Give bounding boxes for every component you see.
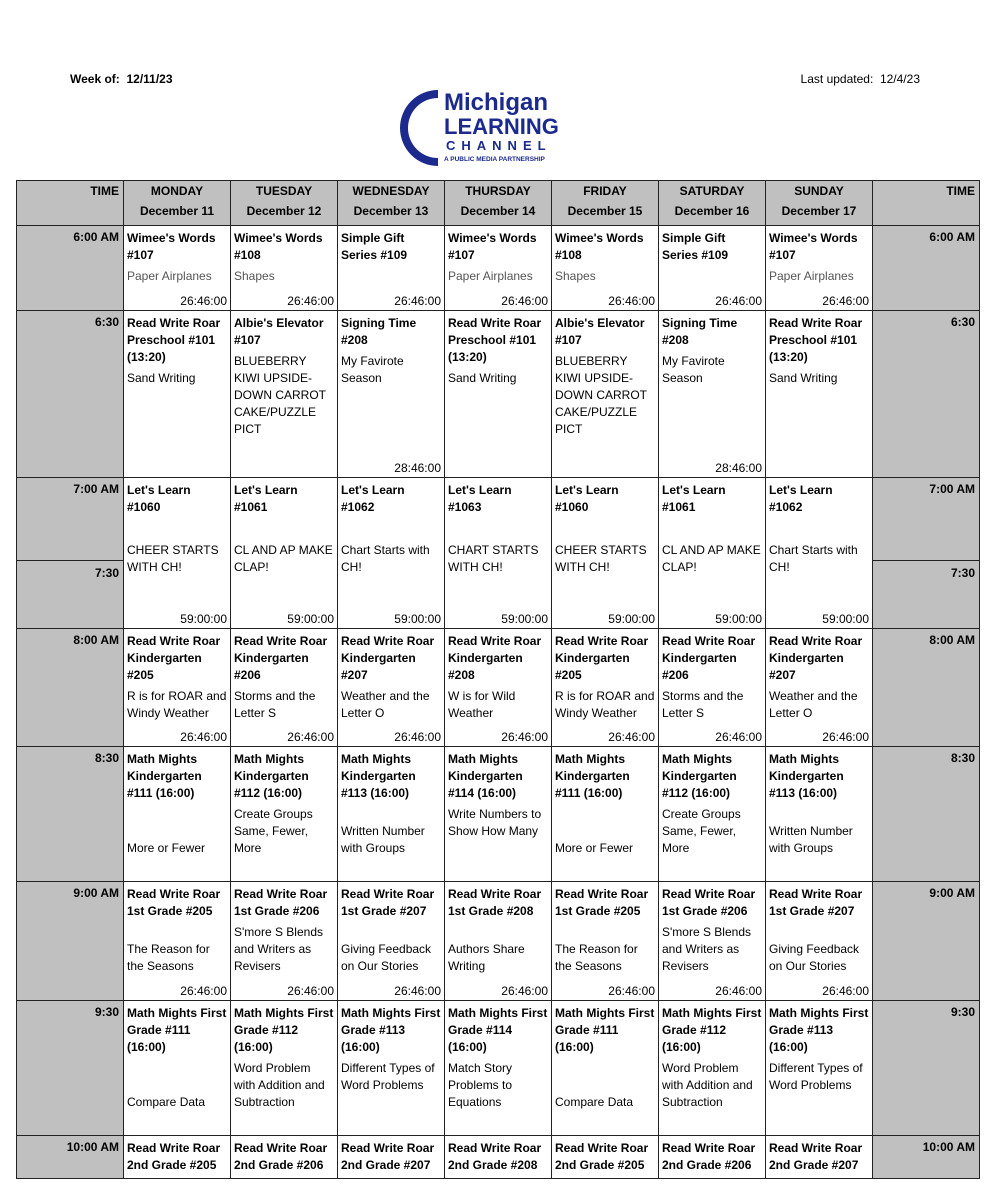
program-cell: [659, 226, 766, 311]
half-hour-divider: [17, 560, 123, 561]
program-cell: [445, 1001, 552, 1136]
time-slot-right: [873, 226, 980, 311]
day-date: December 16: [674, 204, 750, 218]
episode-title: Paper Airplanes: [448, 269, 533, 283]
program-cell: [659, 311, 766, 478]
duration: 26:46:00: [822, 984, 869, 998]
program-cell: [445, 311, 552, 478]
episode-title: Sand Writing: [448, 371, 517, 385]
schedule-row: [17, 478, 980, 629]
program-cell: [231, 1136, 338, 1179]
week-of-label: Week of:: [70, 72, 120, 86]
time-label: 7:00 AM: [73, 482, 119, 496]
program-title: Signing Time #208: [341, 316, 417, 347]
time-label: 10:00 AM: [922, 1140, 975, 1154]
day-name: WEDNESDAY: [352, 184, 430, 198]
episode-title: Write Numbers to Show How Many: [448, 807, 542, 838]
program-cell: [124, 1001, 231, 1136]
program-title: Read Write Roar 1st Grade #205: [127, 887, 221, 918]
program-title: Read Write Roar Kindergarten #205: [555, 634, 649, 682]
episode-title: Weather and the Letter O: [769, 689, 858, 720]
time-slot-left: [17, 747, 124, 882]
episode-title: Different Types of Word Problems: [769, 1061, 863, 1092]
program-title: Wimee's Words #107: [769, 231, 858, 262]
program-cell: [766, 1136, 873, 1179]
program-cell: [338, 478, 445, 629]
program-title: Let's Learn #1061: [234, 483, 298, 514]
day-name: THURSDAY: [465, 184, 531, 198]
program-cell: [552, 478, 659, 629]
program-title: Read Write Roar 2nd Grade #208: [448, 1141, 542, 1172]
program-cell: [338, 1136, 445, 1179]
duration: 26:46:00: [715, 730, 762, 744]
episode-title: CHEER STARTS WITH CH!: [127, 543, 219, 574]
time-slot-right: [873, 882, 980, 1001]
program-cell: [766, 629, 873, 747]
program-title: Read Write Roar 1st Grade #207: [769, 887, 863, 918]
program-cell: [231, 478, 338, 629]
episode-title: Word Problem with Addition and Subtraction: [234, 1061, 325, 1109]
program-title: Math Mights First Grade #114 (16:00): [448, 1006, 548, 1054]
episode-title: Match Story Problems to Equations: [448, 1061, 513, 1109]
episode-title: The Reason for the Seasons: [127, 942, 210, 973]
episode-title: R is for ROAR and Windy Weather: [555, 689, 655, 720]
day-name: MONDAY: [150, 184, 204, 198]
time-label: 8:30: [94, 751, 119, 765]
duration: 26:46:00: [715, 984, 762, 998]
episode-title: Paper Airplanes: [127, 269, 212, 283]
time-label: 8:00 AM: [929, 633, 975, 647]
time-label-half: 7:30: [94, 566, 119, 580]
week-of-value: 12/11/23: [126, 72, 173, 86]
episode-title: Different Types of Word Problems: [341, 1061, 435, 1092]
duration: 26:46:00: [287, 294, 334, 308]
time-header-right: [873, 181, 980, 226]
episode-title: CL AND AP MAKE CLAP!: [234, 543, 333, 574]
day-date: December 15: [567, 204, 643, 218]
program-cell: [338, 747, 445, 882]
duration: 59:00:00: [501, 612, 548, 626]
program-title: Read Write Roar 1st Grade #205: [555, 887, 649, 918]
time-label: 6:30: [94, 315, 119, 329]
program-title: Albie's Elevator #107: [555, 316, 645, 347]
program-title: Read Write Roar Preschool #101 (13:20): [769, 316, 863, 364]
program-title: Read Write Roar 2nd Grade #207: [769, 1141, 863, 1172]
episode-title: Word Problem with Addition and Subtraction: [662, 1061, 753, 1109]
day-date: December 17: [781, 204, 857, 218]
program-cell: [231, 882, 338, 1001]
program-title: Read Write Roar 1st Grade #206: [662, 887, 756, 918]
program-title: Math Mights First Grade #113 (16:00): [341, 1006, 441, 1054]
program-title: Math Mights First Grade #113 (16:00): [769, 1006, 869, 1054]
program-title: Read Write Roar 2nd Grade #207: [341, 1141, 435, 1172]
program-title: Math Mights First Grade #112 (16:00): [662, 1006, 762, 1054]
duration: 59:00:00: [394, 612, 441, 626]
program-cell: [766, 1001, 873, 1136]
schedule-row: [17, 747, 980, 882]
time-slot-right: [873, 311, 980, 478]
duration: 26:46:00: [501, 984, 548, 998]
duration: 26:46:00: [287, 984, 334, 998]
day-name: SUNDAY: [794, 184, 844, 198]
duration: 26:46:00: [608, 984, 655, 998]
program-title: Let's Learn #1063: [448, 483, 512, 514]
day-header-thursday: [445, 181, 552, 226]
program-title: Math Mights First Grade #111 (16:00): [127, 1006, 227, 1054]
episode-title: Written Number with Groups: [341, 824, 425, 855]
logo-line3: CHANNEL: [446, 138, 552, 153]
program-cell: [445, 747, 552, 882]
program-cell: [659, 1136, 766, 1179]
program-cell: [231, 1001, 338, 1136]
program-title: Read Write Roar 2nd Grade #206: [234, 1141, 328, 1172]
program-cell: [231, 311, 338, 478]
program-cell: [231, 629, 338, 747]
episode-title: Giving Feedback on Our Stories: [769, 942, 860, 973]
episode-title: Written Number with Groups: [769, 824, 853, 855]
day-name: SATURDAY: [679, 184, 745, 198]
episode-title: CL AND AP MAKE CLAP!: [662, 543, 761, 574]
schedule-row: [17, 1001, 980, 1136]
episode-title: More or Fewer: [555, 841, 634, 855]
program-title: Let's Learn #1062: [769, 483, 833, 514]
time-slot-left: [17, 226, 124, 311]
program-title: Let's Learn #1060: [555, 483, 619, 514]
time-header-label: TIME: [90, 184, 119, 198]
time-label: 9:00 AM: [73, 886, 119, 900]
program-cell: [231, 747, 338, 882]
duration: 26:46:00: [394, 294, 441, 308]
program-cell: [659, 747, 766, 882]
program-title: Math Mights Kindergarten #113 (16:00): [341, 752, 416, 800]
episode-title: Paper Airplanes: [769, 269, 854, 283]
duration: 26:46:00: [501, 294, 548, 308]
time-slot-left: [17, 478, 124, 629]
last-updated-label: Last updated:: [800, 72, 874, 86]
time-slot-right: [873, 629, 980, 747]
program-cell: [338, 311, 445, 478]
program-title: Albie's Elevator #107: [234, 316, 324, 347]
time-slot-left: [17, 311, 124, 478]
time-label: 8:00 AM: [73, 633, 119, 647]
episode-title: Chart Starts with CH!: [769, 543, 858, 574]
program-cell: [659, 629, 766, 747]
program-cell: [552, 226, 659, 311]
episode-title: Authors Share Writing: [448, 942, 525, 973]
day-date: December 11: [139, 204, 215, 218]
program-title: Wimee's Words #107: [127, 231, 216, 262]
episode-title: S'more S Blends and Writers as Revisers: [662, 925, 751, 973]
program-cell: [766, 226, 873, 311]
episode-title: CHART STARTS WITH CH!: [448, 543, 539, 574]
program-title: Math Mights Kindergarten #114 (16:00): [448, 752, 523, 800]
schedule-row: [17, 629, 980, 747]
duration: 59:00:00: [180, 612, 227, 626]
program-cell: [659, 882, 766, 1001]
program-cell: [552, 1001, 659, 1136]
program-cell: [124, 629, 231, 747]
half-hour-divider: [873, 560, 979, 561]
program-cell: [338, 629, 445, 747]
program-title: Math Mights First Grade #111 (16:00): [555, 1006, 655, 1054]
episode-title: Sand Writing: [127, 371, 196, 385]
program-cell: [659, 478, 766, 629]
episode-title: Storms and the Letter S: [662, 689, 744, 720]
program-title: Read Write Roar 2nd Grade #205: [127, 1141, 221, 1172]
episode-title: Create Groups Same, Fewer, More: [662, 807, 741, 855]
program-title: Let's Learn #1062: [341, 483, 405, 514]
program-cell: [766, 747, 873, 882]
episode-title: Shapes: [555, 269, 596, 283]
duration: 26:46:00: [180, 294, 227, 308]
episode-title: Weather and the Letter O: [341, 689, 430, 720]
duration: 26:46:00: [822, 730, 869, 744]
program-cell: [766, 478, 873, 629]
episode-title: Sand Writing: [769, 371, 838, 385]
time-slot-left: [17, 882, 124, 1001]
program-title: Read Write Roar Kindergarten #206: [234, 634, 328, 682]
day-date: December 13: [353, 204, 429, 218]
schedule-row: [17, 226, 980, 311]
day-header-tuesday: [231, 181, 338, 226]
logo-line2: LEARNING: [444, 114, 559, 139]
program-title: Read Write Roar Kindergarten #206: [662, 634, 756, 682]
day-header-monday: [124, 181, 231, 226]
schedule-table: [16, 180, 980, 1179]
program-cell: [124, 747, 231, 882]
program-title: Read Write Roar 2nd Grade #206: [662, 1141, 756, 1172]
episode-title: My Favirote Season: [662, 354, 725, 385]
day-date: December 12: [246, 204, 322, 218]
program-cell: [338, 882, 445, 1001]
program-title: Read Write Roar 2nd Grade #205: [555, 1141, 649, 1172]
program-title: Signing Time #208: [662, 316, 738, 347]
duration: 26:46:00: [715, 294, 762, 308]
program-cell: [124, 1136, 231, 1179]
day-name: FRIDAY: [583, 184, 627, 198]
program-title: Read Write Roar Kindergarten #207: [341, 634, 435, 682]
time-label-half: 7:30: [950, 566, 975, 580]
program-cell: [338, 226, 445, 311]
program-cell: [445, 629, 552, 747]
last-updated: [801, 72, 920, 86]
time-label: 8:30: [950, 751, 975, 765]
program-cell: [659, 1001, 766, 1136]
duration: 26:46:00: [608, 294, 655, 308]
day-date: December 14: [460, 204, 536, 218]
episode-title: BLUEBERRY KIWI UPSIDE-DOWN CARROT CAKE/PUZZLE PICT: [555, 354, 647, 436]
episode-title: R is for ROAR and Windy Weather: [127, 689, 227, 720]
day-header-wednesday: [338, 181, 445, 226]
logo-line1: Michigan: [444, 89, 549, 116]
episode-title: BLUEBERRY KIWI UPSIDE-DOWN CARROT CAKE/PUZZLE PICT: [234, 354, 326, 436]
michigan-learning-channel-logo: [398, 86, 578, 170]
duration: 59:00:00: [287, 612, 334, 626]
episode-title: Create Groups Same, Fewer, More: [234, 807, 313, 855]
duration: 28:46:00: [715, 461, 762, 475]
program-cell: [445, 1136, 552, 1179]
time-slot-right: [873, 1136, 980, 1179]
episode-title: Shapes: [234, 269, 275, 283]
schedule-row: [17, 311, 980, 478]
schedule-row: [17, 1136, 980, 1179]
program-title: Read Write Roar Kindergarten #205: [127, 634, 221, 682]
program-cell: [124, 478, 231, 629]
time-label: 9:30: [950, 1005, 975, 1019]
episode-title: Compare Data: [127, 1095, 206, 1109]
time-label: 6:30: [950, 315, 975, 329]
program-title: Let's Learn #1061: [662, 483, 726, 514]
header-row: [17, 181, 980, 226]
program-cell: [552, 1136, 659, 1179]
program-title: Math Mights Kindergarten #113 (16:00): [769, 752, 844, 800]
program-title: Simple Gift Series #109: [662, 231, 729, 262]
time-slot-left: [17, 1136, 124, 1179]
program-cell: [552, 747, 659, 882]
episode-title: The Reason for the Seasons: [555, 942, 638, 973]
program-cell: [231, 226, 338, 311]
program-title: Math Mights Kindergarten #111 (16:00): [555, 752, 630, 800]
duration: 26:46:00: [180, 984, 227, 998]
duration: 26:46:00: [501, 730, 548, 744]
program-title: Read Write Roar Kindergarten #208: [448, 634, 542, 682]
last-updated-value: 12/4/23: [879, 72, 920, 86]
time-label: 10:00 AM: [66, 1140, 119, 1154]
program-cell: [552, 629, 659, 747]
duration: 26:46:00: [822, 294, 869, 308]
episode-title: Storms and the Letter S: [234, 689, 316, 720]
program-cell: [124, 882, 231, 1001]
logo-line4: A PUBLIC MEDIA PARTNERSHIP: [444, 156, 545, 163]
program-cell: [124, 226, 231, 311]
episode-title: CHEER STARTS WITH CH!: [555, 543, 647, 574]
time-label: 6:00 AM: [929, 230, 975, 244]
program-title: Wimee's Words #107: [448, 231, 537, 262]
program-title: Wimee's Words #108: [555, 231, 644, 262]
program-cell: [552, 311, 659, 478]
program-cell: [445, 478, 552, 629]
program-title: Math Mights Kindergarten #112 (16:00): [662, 752, 737, 800]
program-title: Math Mights Kindergarten #112 (16:00): [234, 752, 309, 800]
program-title: Read Write Roar 1st Grade #207: [341, 887, 435, 918]
duration: 26:46:00: [287, 730, 334, 744]
day-header-saturday: [659, 181, 766, 226]
time-label: 9:30: [94, 1005, 119, 1019]
time-label: 7:00 AM: [929, 482, 975, 496]
day-header-sunday: [766, 181, 873, 226]
duration: 26:46:00: [394, 984, 441, 998]
program-cell: [766, 311, 873, 478]
time-slot-right: [873, 1001, 980, 1136]
week-of: [70, 72, 173, 86]
program-title: Read Write Roar Preschool #101 (13:20): [448, 316, 542, 364]
program-title: Let's Learn #1060: [127, 483, 191, 514]
episode-title: Compare Data: [555, 1095, 634, 1109]
duration: 59:00:00: [822, 612, 869, 626]
time-slot-left: [17, 629, 124, 747]
program-title: Read Write Roar 1st Grade #208: [448, 887, 542, 918]
episode-title: More or Fewer: [127, 841, 206, 855]
episode-title: S'more S Blends and Writers as Revisers: [234, 925, 323, 973]
time-slot-right: [873, 478, 980, 629]
time-slot-left: [17, 1001, 124, 1136]
program-cell: [338, 1001, 445, 1136]
duration: 26:46:00: [394, 730, 441, 744]
time-slot-right: [873, 747, 980, 882]
program-title: Read Write Roar 1st Grade #206: [234, 887, 328, 918]
time-label: 6:00 AM: [73, 230, 119, 244]
episode-title: My Favirote Season: [341, 354, 404, 385]
program-title: Wimee's Words #108: [234, 231, 323, 262]
program-title: Simple Gift Series #109: [341, 231, 408, 262]
time-header-label: TIME: [946, 184, 975, 198]
duration: 26:46:00: [180, 730, 227, 744]
episode-title: Giving Feedback on Our Stories: [341, 942, 432, 973]
program-cell: [124, 311, 231, 478]
program-cell: [445, 226, 552, 311]
program-title: Read Write Roar Preschool #101 (13:20): [127, 316, 221, 364]
time-label: 9:00 AM: [929, 886, 975, 900]
time-header-left: [17, 181, 124, 226]
schedule-row: [17, 882, 980, 1001]
program-cell: [552, 882, 659, 1001]
duration: 26:46:00: [608, 730, 655, 744]
program-cell: [766, 882, 873, 1001]
program-cell: [445, 882, 552, 1001]
episode-title: Chart Starts with CH!: [341, 543, 430, 574]
program-title: Read Write Roar Kindergarten #207: [769, 634, 863, 682]
duration: 59:00:00: [715, 612, 762, 626]
program-title: Math Mights Kindergarten #111 (16:00): [127, 752, 202, 800]
program-title: Math Mights First Grade #112 (16:00): [234, 1006, 334, 1054]
episode-title: W is for Wild Weather: [448, 689, 516, 720]
duration: 59:00:00: [608, 612, 655, 626]
logo-crescent-icon: [400, 90, 438, 166]
day-header-friday: [552, 181, 659, 226]
duration: 28:46:00: [394, 461, 441, 475]
day-name: TUESDAY: [255, 184, 313, 198]
